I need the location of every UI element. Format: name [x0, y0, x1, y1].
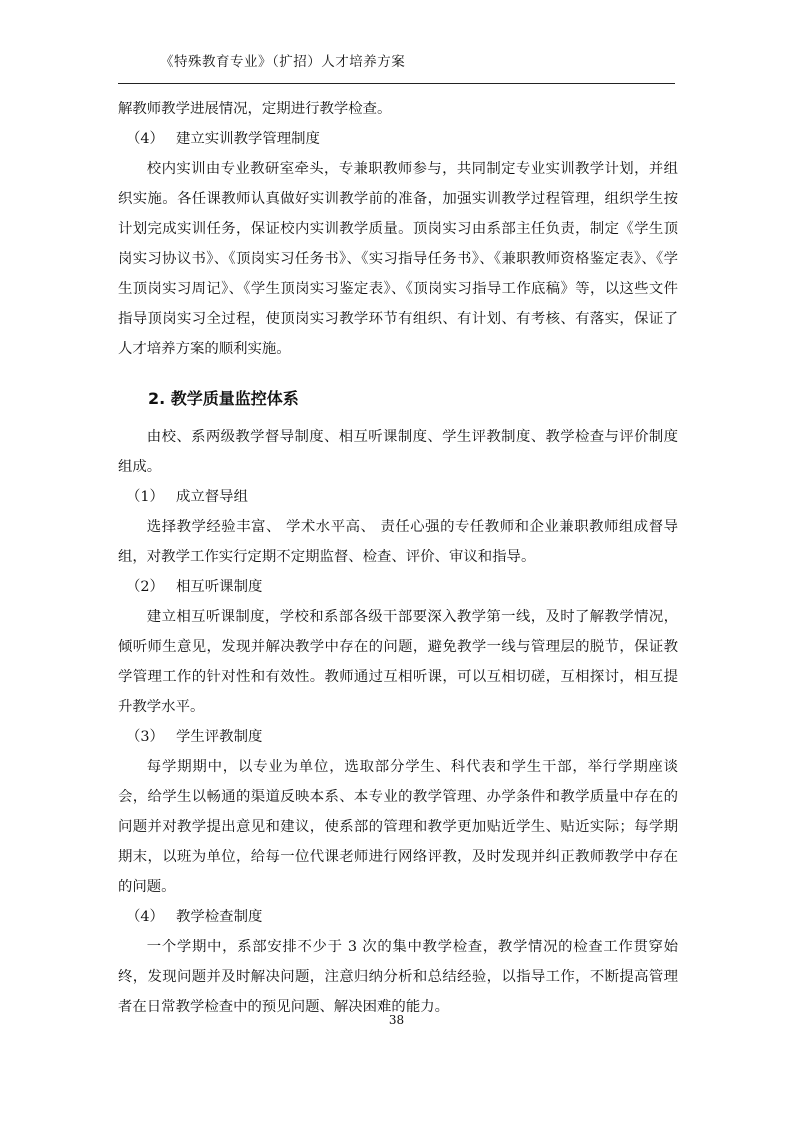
- subheading-number: （4）: [126, 909, 164, 925]
- paragraph-quality-intro: 由校、系两级教学督导制度、相互听课制度、学生评教制度、教学检查与评价制度组成。: [118, 429, 678, 475]
- subheading-label: 成立督导组: [176, 489, 248, 505]
- paragraph-continued: 解教师教学进展情况，定期进行教学检查。: [118, 101, 392, 117]
- page-header-title: 《特殊教育专业》（扩招）人才培养方案: [160, 54, 406, 70]
- subheading-label: 建立实训教学管理制度: [176, 131, 320, 147]
- subheading-number: （3）: [126, 729, 164, 745]
- subheading-label: 相互听课制度: [176, 579, 263, 595]
- subheading-peer-observation: [118, 572, 678, 602]
- subheading-teaching-inspection: [118, 902, 678, 932]
- paragraph-peer-observation: 建立相互听课制度，学校和系部各级干部要深入教学第一线，及时了解教学情况，倾听师生意见，发现并解决教学中存在的问题，避免教学一线与管理层的脱节，保证教学管理工作的针对性和有效性。教师通过互相听课，可以互相切磋，互相探讨，相互提升教学水平。: [118, 609, 678, 715]
- subheading-training-management: [118, 124, 678, 154]
- subheading-label: 教学检查制度: [176, 909, 263, 925]
- page-number: 38: [388, 1013, 405, 1027]
- subheading-number: （2）: [126, 579, 164, 595]
- paragraph-supervision-group: 选择教学经验丰富、 学术水平高、 责任心强的专任教师和企业兼职教师组成督导组，对教学工作实行定期不定期监督、检查、评价、审议和指导。: [118, 519, 678, 565]
- subheading-student-evaluation: [118, 722, 678, 752]
- paragraph-teaching-inspection: 一个学期中，系部安排不少于 3 次的集中教学检查，教学情况的检查工作贯穿始终，发现问题并及时解决问题，注意归纳分析和总结经验，以指导工作，不断提高管理者在日常教学检查中的预见问题、解决困难的能力。: [118, 939, 678, 1015]
- subheading-supervision-group: [118, 482, 678, 512]
- header-divider: [118, 83, 675, 84]
- paragraph-student-evaluation: 每学期期中，以专业为单位，选取部分学生、科代表和学生干部，举行学期座谈会，给学生以畅通的渠道反映本系、本专业的教学管理、办学条件和教学质量中存在的问题并对教学提出意见和建议，使系部的管理和教学更加贴近学生、贴近实际；每学期期末，以班为单位，给每一位代课老师进行网络评教，及时发现并纠正教师教学中存在的问题。: [118, 759, 678, 895]
- document-body: [118, 94, 678, 1022]
- subheading-label: 学生评教制度: [176, 729, 263, 745]
- subheading-number: （4）: [126, 131, 164, 147]
- paragraph-training-management: 校内实训由专业教研室牵头，专兼职教师参与，共同制定专业实训教学计划，并组织实施。各任课教师认真做好实训教学前的准备，加强实训教学过程管理，组织学生按计划完成实训任务，保证校内实训教学质量。顶岗实习由系部主任负责，制定《学生顶岗实习协议书》、《顶岗实习任务书》、《实习指导任务书》、《兼职教师资格鉴定表》、《学生顶岗实习周记》、《学生顶岗实习鉴定表》、《顶岗实习指导工作底稿》等，以这些文件指导顶岗实习全过程，使顶岗实习教学环节有组织、有计划、有考核、有落实，保证了人才培养方案的顺利实施。: [118, 161, 678, 357]
- subheading-number: （1）: [126, 489, 164, 505]
- section-heading-quality-monitoring: 2. 教学质量监控体系: [148, 389, 299, 408]
